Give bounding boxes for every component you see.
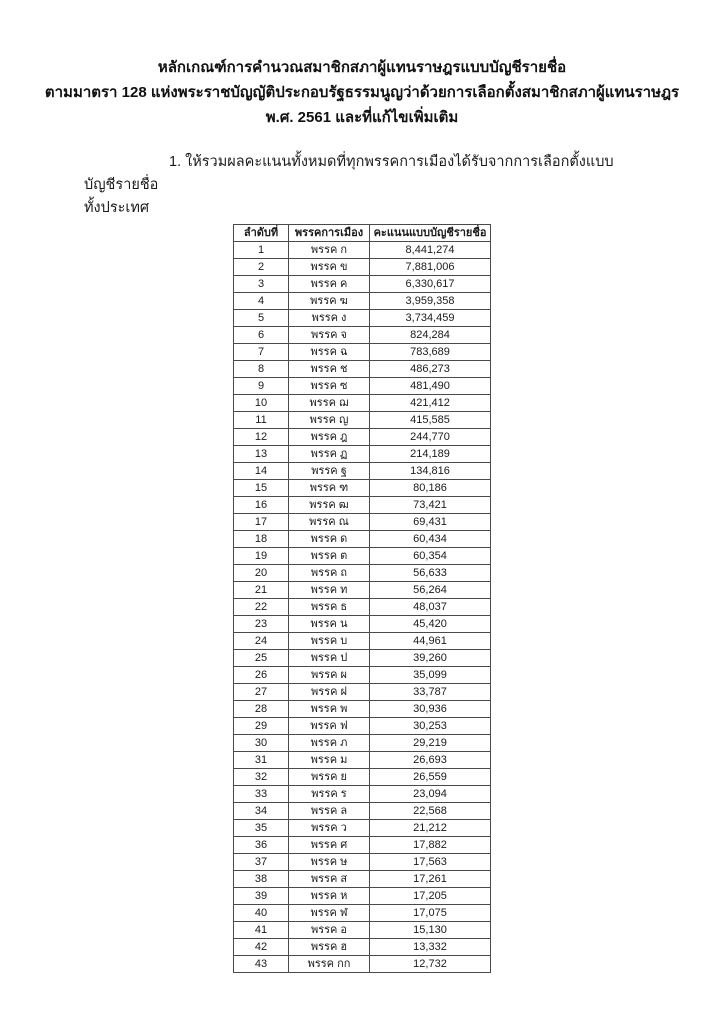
table-row: [234, 701, 491, 718]
party-cell: พรรค ฝ: [289, 684, 370, 701]
table-row: [234, 276, 491, 293]
votes-cell: 415,585: [370, 412, 491, 429]
party-cell: พรรค ร: [289, 786, 370, 803]
party-cell: พรรค ฌ: [289, 395, 370, 412]
header-rank: ลำดับที่: [234, 225, 289, 242]
rank-cell: 42: [234, 939, 289, 956]
rank-cell: 33: [234, 786, 289, 803]
table-row: [234, 548, 491, 565]
table-row: [234, 939, 491, 956]
party-cell: พรรค ศ: [289, 837, 370, 854]
votes-cell: 44,961: [370, 633, 491, 650]
party-cell: พรรค ฟ: [289, 718, 370, 735]
party-cell: พรรค ณ: [289, 514, 370, 531]
votes-cell: 421,412: [370, 395, 491, 412]
rank-cell: 30: [234, 735, 289, 752]
rank-cell: 15: [234, 480, 289, 497]
table-row: [234, 650, 491, 667]
table-row: [234, 412, 491, 429]
table-row: [234, 293, 491, 310]
table-row: [234, 310, 491, 327]
votes-cell: 30,936: [370, 701, 491, 718]
table-row: [234, 922, 491, 939]
party-cell: พรรค ฒ: [289, 497, 370, 514]
votes-cell: 33,787: [370, 684, 491, 701]
rank-cell: 13: [234, 446, 289, 463]
table-row: [234, 871, 491, 888]
party-cell: พรรค ซ: [289, 378, 370, 395]
votes-cell: 60,434: [370, 531, 491, 548]
title-line-2: ตามมาตรา 128 แห่งพระราชบัญญัติประกอบรัฐธรรมนูญว่าด้วยการเลือกตั้งสมาชิกสภาผู้แทนราษฎร: [44, 84, 680, 101]
party-cell: พรรค ย: [289, 769, 370, 786]
party-cell: พรรค ฆ: [289, 293, 370, 310]
party-cell: พรรค ช: [289, 361, 370, 378]
table-row: [234, 463, 491, 480]
party-cell: พรรค ป: [289, 650, 370, 667]
votes-cell: 56,264: [370, 582, 491, 599]
rank-cell: 7: [234, 344, 289, 361]
votes-cell: 21,212: [370, 820, 491, 837]
rank-cell: 41: [234, 922, 289, 939]
party-cell: พรรค ฑ: [289, 480, 370, 497]
votes-cell: 13,332: [370, 939, 491, 956]
votes-cell: 17,075: [370, 905, 491, 922]
rank-cell: 12: [234, 429, 289, 446]
party-list-votes-table: [233, 224, 491, 973]
table-row: [234, 395, 491, 412]
rank-cell: 26: [234, 667, 289, 684]
party-cell: พรรค ล: [289, 803, 370, 820]
table-row: [234, 820, 491, 837]
results-table-body: [234, 242, 491, 973]
table-row: [234, 735, 491, 752]
table-header-row: [234, 225, 491, 242]
votes-cell: 48,037: [370, 599, 491, 616]
rank-cell: 19: [234, 548, 289, 565]
party-cell: พรรค ญ: [289, 412, 370, 429]
votes-cell: 26,693: [370, 752, 491, 769]
votes-cell: 60,354: [370, 548, 491, 565]
table-row: [234, 531, 491, 548]
party-cell: พรรค ษ: [289, 854, 370, 871]
party-cell: พรรค ผ: [289, 667, 370, 684]
table-row: [234, 565, 491, 582]
votes-cell: 30,253: [370, 718, 491, 735]
votes-cell: 824,284: [370, 327, 491, 344]
rank-cell: 8: [234, 361, 289, 378]
table-row: [234, 344, 491, 361]
party-cell: พรรค ก: [289, 242, 370, 259]
table-row: [234, 242, 491, 259]
votes-cell: 6,330,617: [370, 276, 491, 293]
votes-cell: 17,261: [370, 871, 491, 888]
party-cell: พรรค ห: [289, 888, 370, 905]
party-cell: พรรค อ: [289, 922, 370, 939]
votes-cell: 17,882: [370, 837, 491, 854]
table-row: [234, 769, 491, 786]
table-row: [234, 718, 491, 735]
votes-cell: 22,568: [370, 803, 491, 820]
rank-cell: 28: [234, 701, 289, 718]
votes-cell: 15,130: [370, 922, 491, 939]
table-row: [234, 327, 491, 344]
rank-cell: 1: [234, 242, 289, 259]
intro-line-2: ทั้งประเทศ: [84, 200, 150, 216]
party-cell: พรรค ถ: [289, 565, 370, 582]
party-cell: พรรค บ: [289, 633, 370, 650]
intro-line-1: 1. ให้รวมผลคะแนนทั้งหมดที่ทุกพรรคการเมืองได้รับจากการเลือกตั้งแบบบัญชีรายชื่อ: [84, 154, 614, 193]
table-row: [234, 446, 491, 463]
rank-cell: 40: [234, 905, 289, 922]
intro-paragraph: [84, 151, 640, 220]
party-cell: พรรค ฮ: [289, 939, 370, 956]
document-title: [0, 0, 724, 130]
rank-cell: 21: [234, 582, 289, 599]
party-cell: พรรค ท: [289, 582, 370, 599]
table-row: [234, 905, 491, 922]
votes-cell: 486,273: [370, 361, 491, 378]
table-row: [234, 582, 491, 599]
table-row: [234, 616, 491, 633]
rank-cell: 5: [234, 310, 289, 327]
party-cell: พรรค ธ: [289, 599, 370, 616]
table-row: [234, 497, 491, 514]
party-cell: พรรค ฏ: [289, 446, 370, 463]
header-votes: คะแนนแบบบัญชีรายชื่อ: [370, 225, 491, 242]
rank-cell: 27: [234, 684, 289, 701]
rank-cell: 43: [234, 956, 289, 973]
table-row: [234, 633, 491, 650]
votes-cell: 783,689: [370, 344, 491, 361]
rank-cell: 14: [234, 463, 289, 480]
rank-cell: 24: [234, 633, 289, 650]
votes-cell: 35,099: [370, 667, 491, 684]
votes-cell: 45,420: [370, 616, 491, 633]
rank-cell: 37: [234, 854, 289, 871]
votes-cell: 8,441,274: [370, 242, 491, 259]
rank-cell: 32: [234, 769, 289, 786]
votes-cell: 3,959,358: [370, 293, 491, 310]
votes-cell: 56,633: [370, 565, 491, 582]
table-row: [234, 599, 491, 616]
votes-cell: 17,205: [370, 888, 491, 905]
table-row: [234, 259, 491, 276]
rank-cell: 20: [234, 565, 289, 582]
votes-cell: 244,770: [370, 429, 491, 446]
rank-cell: 3: [234, 276, 289, 293]
table-row: [234, 786, 491, 803]
votes-cell: 26,559: [370, 769, 491, 786]
party-cell: พรรค ค: [289, 276, 370, 293]
votes-cell: 23,094: [370, 786, 491, 803]
rank-cell: 6: [234, 327, 289, 344]
party-cell: พรรค กก: [289, 956, 370, 973]
rank-cell: 23: [234, 616, 289, 633]
votes-cell: 69,431: [370, 514, 491, 531]
rank-cell: 29: [234, 718, 289, 735]
rank-cell: 22: [234, 599, 289, 616]
party-cell: พรรค จ: [289, 327, 370, 344]
party-cell: พรรค ภ: [289, 735, 370, 752]
rank-cell: 36: [234, 837, 289, 854]
table-row: [234, 480, 491, 497]
table-row: [234, 803, 491, 820]
party-cell: พรรค ว: [289, 820, 370, 837]
party-cell: พรรค ต: [289, 548, 370, 565]
rank-cell: 17: [234, 514, 289, 531]
table-row: [234, 752, 491, 769]
votes-cell: 12,732: [370, 956, 491, 973]
party-cell: พรรค ง: [289, 310, 370, 327]
results-table-container: [0, 224, 724, 973]
rank-cell: 35: [234, 820, 289, 837]
party-cell: พรรค ฉ: [289, 344, 370, 361]
party-cell: พรรค ม: [289, 752, 370, 769]
votes-cell: 214,189: [370, 446, 491, 463]
rank-cell: 18: [234, 531, 289, 548]
table-row: [234, 378, 491, 395]
rank-cell: 11: [234, 412, 289, 429]
votes-cell: 73,421: [370, 497, 491, 514]
votes-cell: 3,734,459: [370, 310, 491, 327]
rank-cell: 39: [234, 888, 289, 905]
party-cell: พรรค ด: [289, 531, 370, 548]
votes-cell: 80,186: [370, 480, 491, 497]
votes-cell: 134,816: [370, 463, 491, 480]
rank-cell: 38: [234, 871, 289, 888]
rank-cell: 9: [234, 378, 289, 395]
party-cell: พรรค ฎ: [289, 429, 370, 446]
rank-cell: 10: [234, 395, 289, 412]
rank-cell: 4: [234, 293, 289, 310]
votes-cell: 39,260: [370, 650, 491, 667]
party-cell: พรรค ข: [289, 259, 370, 276]
table-row: [234, 361, 491, 378]
party-cell: พรรค พ: [289, 701, 370, 718]
party-cell: พรรค น: [289, 616, 370, 633]
votes-cell: 17,563: [370, 854, 491, 871]
title-line-1: หลักเกณฑ์การคำนวณสมาชิกสภาผู้แทนราษฎรแบบบัญชีรายชื่อ: [157, 59, 567, 76]
table-row: [234, 854, 491, 871]
header-party: พรรคการเมือง: [289, 225, 370, 242]
party-cell: พรรค ฬ: [289, 905, 370, 922]
title-line-3: พ.ศ. 2561 และที่แก้ไขเพิ่มเติม: [265, 109, 459, 126]
table-row: [234, 667, 491, 684]
rank-cell: 31: [234, 752, 289, 769]
table-row: [234, 837, 491, 854]
rank-cell: 16: [234, 497, 289, 514]
table-row: [234, 429, 491, 446]
votes-cell: 7,881,006: [370, 259, 491, 276]
table-row: [234, 684, 491, 701]
table-row: [234, 888, 491, 905]
table-row: [234, 956, 491, 973]
table-row: [234, 514, 491, 531]
votes-cell: 29,219: [370, 735, 491, 752]
rank-cell: 25: [234, 650, 289, 667]
party-cell: พรรค ฐ: [289, 463, 370, 480]
rank-cell: 2: [234, 259, 289, 276]
rank-cell: 34: [234, 803, 289, 820]
votes-cell: 481,490: [370, 378, 491, 395]
party-cell: พรรค ส: [289, 871, 370, 888]
